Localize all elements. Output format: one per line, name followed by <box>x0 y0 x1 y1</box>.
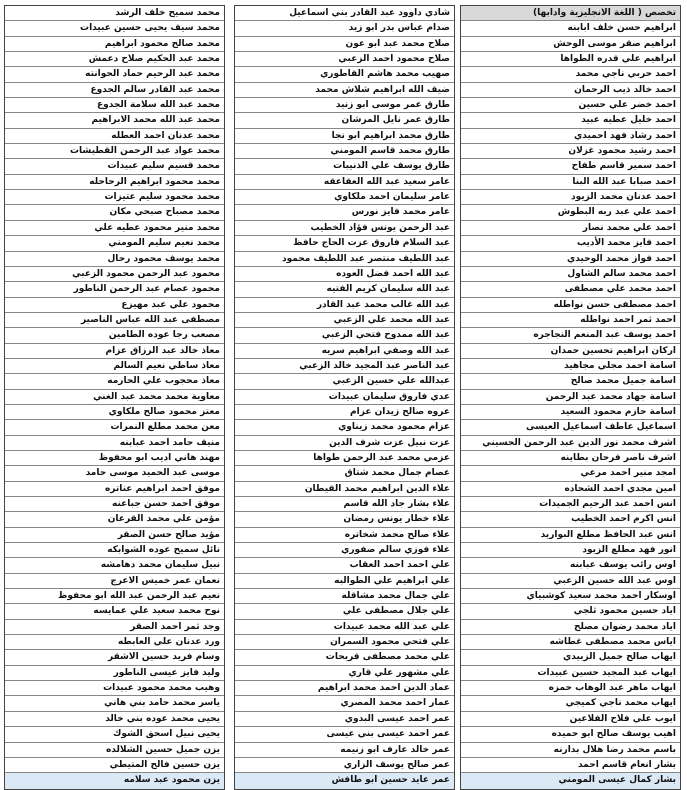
name-cell: امجد منير احمد مرعي <box>461 466 680 481</box>
name-cell: محمد عواد عبد الرحمن القطيشات <box>5 144 224 159</box>
name-cell: يزن حسين فالح المتيطي <box>5 758 224 773</box>
name-cell: عماد الدين احمد محمد ابراهيم <box>235 681 454 696</box>
name-cell: عروه صالح زيدان عزام <box>235 405 454 420</box>
name-cell: صلاح محمد عبد ابو عون <box>235 37 454 52</box>
name-cell: عمر خالد عارف ابو زنيمه <box>235 743 454 758</box>
name-cell: محمد عبد القادر سالم الجدوع <box>5 83 224 98</box>
name-cell: اشرف ناصر فرحان بطاينه <box>461 451 680 466</box>
name-cell: علي جلال مصطفى علي <box>235 604 454 619</box>
name-cell: انس احمد عبد الرحيم الجميدات <box>461 497 680 512</box>
names-column-left <box>4 5 225 790</box>
name-cell: محمد قسيم سليم عبيدات <box>5 159 224 174</box>
name-cell: احمد علي محمد نصار <box>461 221 680 236</box>
name-cell: احمد سمير قاسم طفاح <box>461 159 680 174</box>
name-cell: ابراهيم حسن خلف ابابنه <box>461 21 680 36</box>
name-cell: بشار انعام قاسم احمد <box>461 758 680 773</box>
names-column-right <box>460 5 681 790</box>
name-cell: احمد حربي ناجي محمد <box>461 67 680 82</box>
name-cell: عبدالله علي حسين الزعبي <box>235 374 454 389</box>
name-cell: علاء خطار يونس رمضان <box>235 512 454 527</box>
name-cell: اوس عبد الله حسين الزعبي <box>461 574 680 589</box>
name-cell: نائل سميح عوده الشوابكه <box>5 543 224 558</box>
name-cell: مؤيد صالح حسن الصقر <box>5 528 224 543</box>
name-cell: معاذ خالد عبد الرزاق عزام <box>5 344 224 359</box>
name-cell: محمد عبد الله محمد الابراهيم <box>5 113 224 128</box>
name-cell: امين مجدي احمد الشحاده <box>461 482 680 497</box>
name-cell: علي مشهور علي قاري <box>235 666 454 681</box>
name-cell: انس عبد الحافظ مطلع البواريد <box>461 528 680 543</box>
name-cell: عامر محمد فايز نورس <box>235 205 454 220</box>
name-cell: عبد الرحمن يونس فؤاد الخطيب <box>235 221 454 236</box>
name-cell: محمد نعيم سليم المومني <box>5 236 224 251</box>
name-cell: معتز محمود صالح ملكاوي <box>5 405 224 420</box>
name-cell: عامر سعيد عبد الله العقاعقه <box>235 175 454 190</box>
name-cell: مؤمن علي محمد القرعان <box>5 512 224 527</box>
name-cell: اسامة حازم محمود السعيد <box>461 405 680 420</box>
name-cell: علي محمد مصطفى قريحات <box>235 650 454 665</box>
name-cell: علاء صالح محمد شخاتره <box>235 528 454 543</box>
name-cell: موسى عبد الحميد موسى حامد <box>5 466 224 481</box>
name-cell: طارق محمد قاسم المومني <box>235 144 454 159</box>
name-cell: احمد عدنان محمد الزيود <box>461 190 680 205</box>
name-cell: احمد رشاد فهد احميدي <box>461 129 680 144</box>
name-cell: يزن جميل حسين الشلالده <box>5 743 224 758</box>
name-cell: اسامة جميل محمد صالح <box>461 374 680 389</box>
name-cell: وجد ثمر احمد الصقر <box>5 620 224 635</box>
name-cell: عزمي محمد عبد الرحمن طواها <box>235 451 454 466</box>
name-cell: محمد عبد الله سلامة الجدوع <box>5 98 224 113</box>
name-cell: ورد عدنان علي العابطه <box>5 635 224 650</box>
name-cell: معاذ محجوب علي الحارمه <box>5 374 224 389</box>
name-cell: علي جمال محمد مشاقله <box>235 589 454 604</box>
name-cell: محمد سيف يحيى حسين عبيدات <box>5 21 224 36</box>
name-cell: ايوب علي فلاح الفلاعين <box>461 712 680 727</box>
name-cell: انس اكرم احمد الخطيب <box>461 512 680 527</box>
name-cell: عمر عايد حسين ابو طافش <box>235 773 454 788</box>
name-cell: عصام جمال محمد شتاق <box>235 466 454 481</box>
name-cell: عمر احمد عيسى بني عيسى <box>235 727 454 742</box>
name-cell: محمد صالح محمود ابراهيم <box>5 37 224 52</box>
name-cell: علي فتحي محمود السمران <box>235 635 454 650</box>
name-cell: ايهاب صالح جميل الزبيدي <box>461 650 680 665</box>
name-cell: محمد عبد الرحيم حماد الحوانته <box>5 67 224 82</box>
name-cell: نبيل سليمان محمد دهامشه <box>5 558 224 573</box>
name-cell: مصعب رجا عوده الطامين <box>5 328 224 343</box>
name-cell: اياس محمد مصطفى غطاشه <box>461 635 680 650</box>
name-cell: محمد عبد الحكيم صلاح دعمش <box>5 52 224 67</box>
name-cell: ايهاب محمد ناجي كميجي <box>461 696 680 711</box>
name-cell: وهيب محمد محمود عبيدات <box>5 681 224 696</box>
name-cell: صهيب محمد هاشم القاطوري <box>235 67 454 82</box>
name-cell: اوسكار احمد محمد سعيد كوشبياي <box>461 589 680 604</box>
name-cell: عبد اللطيف منتصر عبد اللطيف محمود <box>235 252 454 267</box>
name-cell: طارق محمد ابراهيم ابو نجا <box>235 129 454 144</box>
name-cell: احمد خضر علي حسين <box>461 98 680 113</box>
name-cell: بشار كمال عيسى المومني <box>461 773 680 788</box>
name-cell: اسامة جهاد محمد عبد الرحمن <box>461 390 680 405</box>
name-cell: معن محمد مطلع النمرات <box>5 420 224 435</box>
name-cell: طارق عمر نايل المرشان <box>235 113 454 128</box>
name-cell: اوس رائب يوسف عبابنه <box>461 558 680 573</box>
name-cell: اياد محمد رضوان مصلح <box>461 620 680 635</box>
name-cell: عامر سليمان احمد ملكاوي <box>235 190 454 205</box>
name-cell: اياد حسين محمود ثلجي <box>461 604 680 619</box>
name-cell: محمود علي عبد مهيزع <box>5 298 224 313</box>
name-cell: صلاح محمود احمد الزعبي <box>235 52 454 67</box>
name-cell: عمر صالح يوسف الزاري <box>235 758 454 773</box>
name-cell: علاء فوزي سالم صفوري <box>235 543 454 558</box>
name-cell: احمد خالد ذيب الرحمان <box>461 83 680 98</box>
name-cell: احمد ثمر احمد نواطله <box>461 313 680 328</box>
name-cell: ايهاب عبد المجيد حسين عبيدات <box>461 666 680 681</box>
name-cell: مصطفى عبد الله عباس الناصير <box>5 313 224 328</box>
name-cell: اسماعيل عاطف اسماعيل العيسى <box>461 420 680 435</box>
name-cell: يحيى نبيل اسحق الشوك <box>5 727 224 742</box>
name-cell: احمد فواز محمد الوحيدي <box>461 252 680 267</box>
name-cell: عبد الناصر عبد المجيد خالد الزعبي <box>235 359 454 374</box>
specialization-header: تخصص ( اللغة الانجليزية وادابها) <box>461 6 680 21</box>
name-cell: اسامة احمد مجلي مجاهيد <box>461 359 680 374</box>
name-cell: محمود عصام عبد الرحمن الناطور <box>5 282 224 297</box>
name-cell: محمد منير محمود عطيه علي <box>5 221 224 236</box>
name-cell: عبد الله احمد فضل العوده <box>235 267 454 282</box>
name-cell: ياسر محمد حامد بني هاني <box>5 696 224 711</box>
name-cell: احمد صبابا عبد الله البنا <box>461 175 680 190</box>
name-cell: محمد مصباح صبحي مكان <box>5 205 224 220</box>
name-cell: صدام عباس بدر ابو زيد <box>235 21 454 36</box>
name-cell: عبد الله غالب محمد عبد القادر <box>235 298 454 313</box>
name-cell: يحيى محمد عوده بني خالد <box>5 712 224 727</box>
name-cell: يزن محمود عبد سلامه <box>5 773 224 788</box>
name-cell: علاء الدين ابراهيم محمد القيطان <box>235 482 454 497</box>
name-cell: منيف حامد احمد عبابنه <box>5 436 224 451</box>
name-cell: علي ابراهيم علي الطوالبه <box>235 574 454 589</box>
name-cell: اشرف محمد نور الدين عبد الرحمن الحسيني <box>461 436 680 451</box>
name-cell: احمد محمد علي مصطفى <box>461 282 680 297</box>
name-cell: عزت نبيل عزت شرف الدين <box>235 436 454 451</box>
name-cell: ابراهيم علي قدره الطواها <box>461 52 680 67</box>
name-cell: اهيب يوسف صالح ابو حميده <box>461 727 680 742</box>
name-cell: عبد الله وصفي ابراهيم سريه <box>235 344 454 359</box>
name-cell: عبد الله محمد علي الزعبي <box>235 313 454 328</box>
name-cell: عمار احمد محمد المصري <box>235 696 454 711</box>
name-cell: محمود عبد الرحمن محمود الزعبي <box>5 267 224 282</box>
name-cell: ابراهيم صقر موسى الوحش <box>461 37 680 52</box>
name-cell: احمد يوسف عبد المنعم النجاجره <box>461 328 680 343</box>
name-cell: موفق احمد حسن جباعنه <box>5 497 224 512</box>
name-cell: ضيف الله ابراهيم شلاش محمد <box>235 83 454 98</box>
name-cell: عدي فاروق سليمان عبيدات <box>235 390 454 405</box>
name-cell: نوح محمد سعيد علي عمايسه <box>5 604 224 619</box>
names-column-middle <box>234 5 455 790</box>
name-cell: شادي داوود عبد القادر بني اسماعيل <box>235 6 454 21</box>
name-cell: نعيم عبد الرحمن عبد الله ابو محفوظ <box>5 589 224 604</box>
name-cell: موفق احمد ابراهيم عناتره <box>5 482 224 497</box>
name-cell: وليد فايز عيسى الناطور <box>5 666 224 681</box>
name-cell: احمد مصطفى حسن نواطله <box>461 298 680 313</box>
name-cell: اركان ابراهيم تحسين حمدان <box>461 344 680 359</box>
name-cell: عمر احمد عيسى البدوي <box>235 712 454 727</box>
name-cell: علي احمد احمد العقاب <box>235 558 454 573</box>
name-cell: احمد خليل عطيه عبيد <box>461 113 680 128</box>
name-cell: عبد السلام فاروق عزت الحاج حافظ <box>235 236 454 251</box>
name-cell: احمد فايز محمد الأديب <box>461 236 680 251</box>
name-cell: احمد رشيد محمود غزلان <box>461 144 680 159</box>
name-cell: محمد عدنان احمد العطله <box>5 129 224 144</box>
name-cell: احمد علي عبد ربه البطوش <box>461 205 680 220</box>
name-cell: عبد الله ممدوح فتحي الزعبي <box>235 328 454 343</box>
name-cell: عبد الله سليمان كريم الفتيه <box>235 282 454 297</box>
name-cell: باسم محمد رضا هلال بدارنه <box>461 743 680 758</box>
name-cell: محمد محمود ابراهيم الرحاحله <box>5 175 224 190</box>
name-cell: محمد سميح خلف الرشد <box>5 6 224 21</box>
name-cell: نعمان عمر خميس الاعرج <box>5 574 224 589</box>
name-cell: مهند هاني اديب ابو محفوظ <box>5 451 224 466</box>
name-cell: طارق عمر موسى ابو زنيد <box>235 98 454 113</box>
name-cell: وسام فريد حسين الاشقر <box>5 650 224 665</box>
name-cell: عزام محمود محمد زيناوي <box>235 420 454 435</box>
name-cell: ايهاب ماهر عبد الوهاب حمزه <box>461 681 680 696</box>
name-cell: احمد محمد سالم الشاول <box>461 267 680 282</box>
name-cell: علاء بشار جاد الله قاسم <box>235 497 454 512</box>
name-cell: محمد يوسف محمود رحال <box>5 252 224 267</box>
name-cell: انور فهد مطلع الزيود <box>461 543 680 558</box>
name-cell: طارق يوسف علي الذنيبات <box>235 159 454 174</box>
name-cell: معاوية محمد محمد عبد الغني <box>5 390 224 405</box>
name-cell: معاذ ساطي نعيم السالم <box>5 359 224 374</box>
name-cell: علي عبد الله محمد عبيدات <box>235 620 454 635</box>
name-cell: محمد محمود سليم عتيزات <box>5 190 224 205</box>
